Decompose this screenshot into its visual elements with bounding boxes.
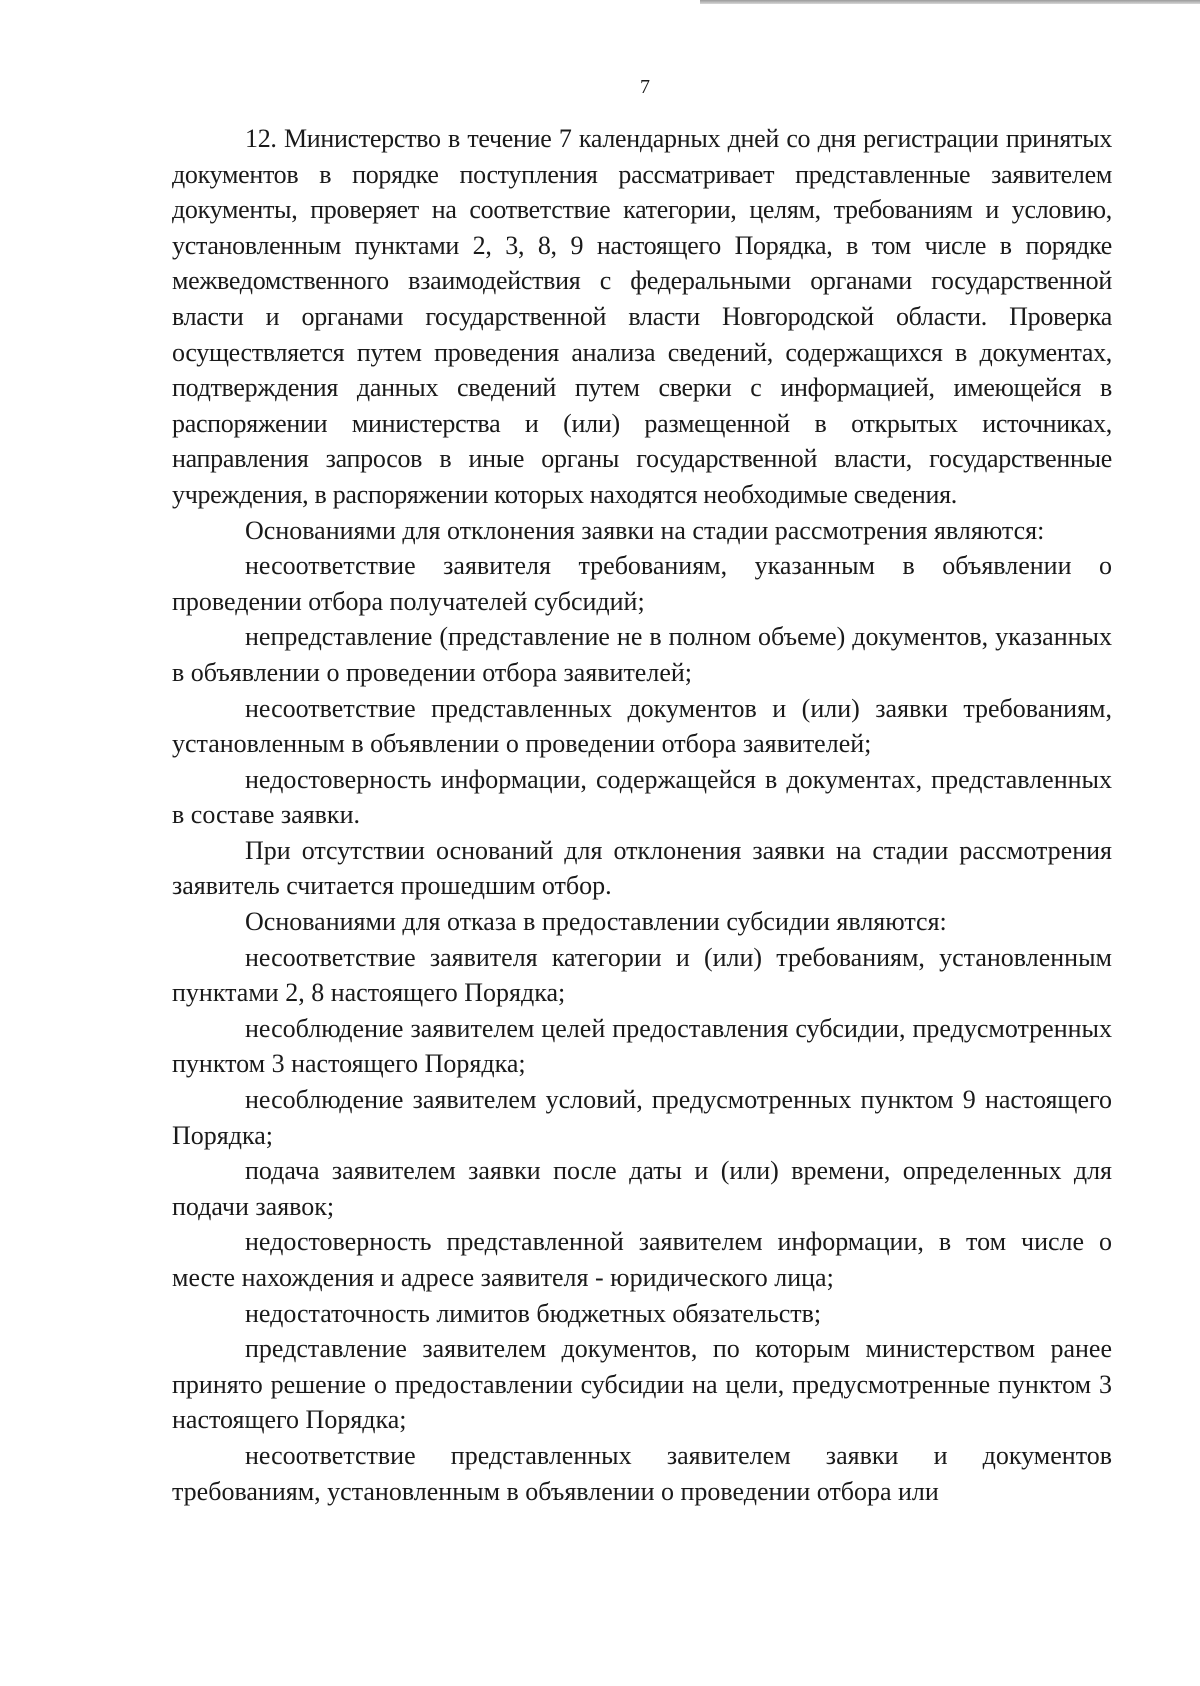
rejection-ground-item: несоответствие представленных документов и (или) заявки требованиям, установленным в объявлении о проведении отбора заявителей;: [172, 693, 1112, 759]
refusal-ground-item: несоблюдение заявителем условий, предусмотренных пунктом 9 настоящего Порядка;: [172, 1085, 1112, 1150]
page-number: 7: [640, 76, 650, 98]
refusal-ground-item: несоответствие представленных заявителем заявки и документов требованиям, установленным в объявлении о проведении отбора или: [172, 1440, 1112, 1506]
refusal-ground-item: недостоверность представленной заявителем информации, в том числе о месте нахождения и адресе заявителя - юридического лица;: [172, 1227, 1112, 1292]
rejection-ground-item: непредставление (представление не в полном объеме) документов, указанных в объявлении о проведении отбора заявителей;: [172, 622, 1112, 687]
refusal-ground-item: подача заявителем заявки после даты и (или) времени, определенных для подачи заявок;: [172, 1156, 1112, 1221]
passed-selection-paragraph: При отсутствии оснований для отклонения заявки на стадии рассмотрения заявитель считается прошедшим отбор.: [172, 835, 1112, 901]
refusal-ground-item: недостаточность лимитов бюджетных обязательств;: [245, 1298, 822, 1328]
paragraph-12: 12. Министерство в течение 7 календарных дней со дня регистрации принятых документов в порядке поступления рассматривает представленные заявителем документы, проверяет на соответствие категории, целям, требованиям и условию, установленным пунктами 2, 3, 8, 9 настоящего Порядка, в том числе в порядке межведомственного взаимодействия с федеральными органами государственной власти и органами государственной власти Новгородской области. Проверка осуществляется путем проведения анализа сведений, содержащихся в документах, подтверждения данных сведений путем сверки с информацией, имеющейся в распоряжении министерства и (или) размещенной в открытых источниках, направления запросов в иные органы государственной власти, государственные учреждения, в распоряжении которых находятся необходимые сведения.: [172, 124, 1112, 509]
refusal-grounds-heading: Основаниями для отказа в предоставлении субсидии являются:: [245, 907, 947, 937]
rejection-grounds-heading: Основаниями для отклонения заявки на стадии рассмотрения являются:: [245, 515, 1045, 545]
refusal-ground-item: несоответствие заявителя категории и (или) требованиям, установленным пунктами 2, 8 настоящего Порядка;: [172, 942, 1112, 1008]
rejection-ground-item: несоответствие заявителя требованиям, указанным в объявлении о проведении отбора получателей субсидий;: [172, 551, 1112, 616]
rejection-ground-item: недостоверность информации, содержащейся в документах, представленных в составе заявки.: [172, 764, 1112, 830]
refusal-ground-item: несоблюдение заявителем целей предоставления субсидии, предусмотренных пунктом 3 настоящего Порядка;: [172, 1013, 1112, 1079]
document-body: [172, 121, 1112, 1509]
scan-edge: [700, 0, 1200, 4]
refusal-ground-item: представление заявителем документов, по которым министерством ранее принято решение о предоставлении субсидии на цели, предусмотренные пунктом 3 настоящего Порядка;: [172, 1334, 1112, 1435]
